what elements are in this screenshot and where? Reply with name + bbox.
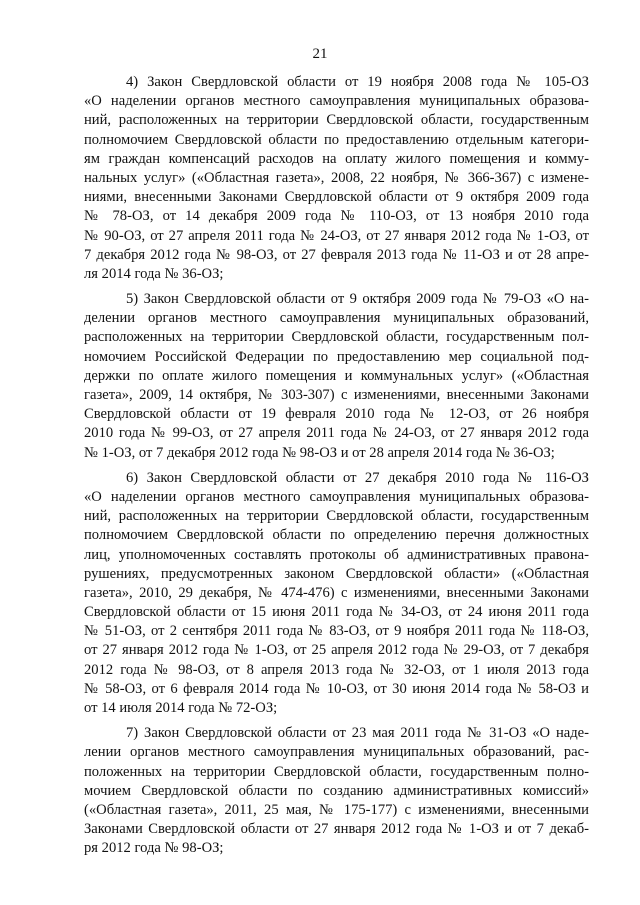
text-line: делении органов местного самоуправления муниципальных образований, bbox=[84, 310, 589, 327]
text-line: ний, расположенных на территории Свердловской области, государственным bbox=[84, 508, 589, 525]
text-line: Свердловской области от 19 февраля 2010 года № 12-ОЗ, от 26 ноября bbox=[84, 406, 589, 423]
text-line: 4) Закон Свердловской области от 19 ноября 2008 года № 105-ОЗ bbox=[126, 74, 589, 90]
text-line: газета», 2009, 14 октября, № 303-307) с изменениями, внесенными Законами bbox=[84, 387, 589, 403]
text-line: Законами Свердловской области от 27 января 2012 года № 1-ОЗ и от 7 декаб- bbox=[84, 821, 589, 838]
paragraph-6 bbox=[84, 469, 589, 718]
text-line: номочием Российской Федерации по предоставлению мер социальной под- bbox=[84, 348, 589, 365]
text-line: ям граждан компенсаций расходов на оплату жилого помещения и комму- bbox=[84, 150, 589, 167]
text-line: от 14 июля 2014 года № 72-ОЗ; bbox=[84, 700, 278, 716]
text-line: № 58-ОЗ, от 6 февраля 2014 года № 10-ОЗ, от 30 июня 2014 года № 58-ОЗ и bbox=[84, 680, 589, 697]
text-line: полномочием Свердловской области по предоставлению отдельным категори- bbox=[84, 131, 589, 148]
text-line: расположенных на территории Свердловской области, государственным пол- bbox=[84, 329, 589, 346]
text-line: газета», 2010, 29 декабря, № 474-476) с изменениями, внесенными Законами bbox=[84, 584, 589, 601]
text-line: лиц, уполномоченных составлять протоколы об административных правона- bbox=[84, 546, 589, 563]
text-line: «О наделении органов местного самоуправления муниципальных образова- bbox=[84, 488, 589, 505]
text-line: от 27 января 2012 года № 1-ОЗ, от 25 апреля 2012 года № 29-ОЗ, от 7 декабря bbox=[84, 642, 589, 659]
text-line: («Областная газета», 2011, 25 мая, № 175-177) с изменениями, внесенными bbox=[84, 801, 589, 818]
text-line: лении органов местного самоуправления муниципальных образований, рас- bbox=[84, 744, 589, 761]
text-line: ниями, внесенными Законами Свердловской области от 9 октября 2009 года bbox=[84, 189, 589, 206]
text-line: ря 2012 года № 98-ОЗ; bbox=[84, 840, 224, 857]
text-line: 6) Закон Свердловской области от 27 декабря 2010 года № 116-ОЗ bbox=[126, 469, 589, 486]
text-line: Свердловской области от 15 июня 2011 года № 34-ОЗ, от 24 июня 2011 года bbox=[84, 604, 589, 621]
text-line: № 90-ОЗ, от 27 апреля 2011 года № 24-ОЗ, от 27 января 2012 года № 1-ОЗ, от bbox=[84, 227, 589, 244]
text-line: 5) Закон Свердловской области от 9 октября 2009 года № 79-ОЗ «О на- bbox=[126, 291, 589, 308]
text-line: полномочием Свердловской области по определению перечня должностных bbox=[84, 527, 589, 544]
paragraph-7 bbox=[84, 724, 589, 858]
paragraph-4 bbox=[84, 73, 589, 284]
text-line: нальных услуг» («Областная газета», 2008, 22 ноября, № 366-367) с измене- bbox=[84, 169, 589, 186]
text-line: 7 декабря 2012 года № 98-ОЗ, от 27 февраля 2013 года № 11-ОЗ и от 28 апре- bbox=[84, 246, 589, 263]
text-line: 2010 года № 99-ОЗ, от 27 апреля 2011 года № 24-ОЗ, от 27 января 2012 года bbox=[84, 425, 589, 442]
paragraph-5 bbox=[84, 290, 589, 463]
text-line: держки по оплате жилого помещения и коммунальных услуг» («Областная bbox=[84, 367, 589, 384]
page-number: 21 bbox=[312, 46, 328, 62]
text-line: 7) Закон Свердловской области от 23 мая 2011 года № 31-ОЗ «О наде- bbox=[126, 725, 589, 742]
text-line: ля 2014 года № 36-ОЗ; bbox=[84, 265, 224, 282]
text-line: положенных на территории Свердловской области, государственным полно- bbox=[84, 763, 589, 780]
text-line: «О наделении органов местного самоуправления муниципальных образова- bbox=[84, 93, 589, 110]
text-line: № 78-ОЗ, от 14 декабря 2009 года № 110-ОЗ, от 13 ноября 2010 года bbox=[84, 208, 589, 225]
text-line: рушениях, предусмотренных законом Свердловской области» («Областная bbox=[84, 565, 589, 582]
text-line: № 1-ОЗ, от 7 декабря 2012 года № 98-ОЗ и от 28 апреля 2014 года № 36-ОЗ; bbox=[84, 444, 555, 461]
text-line: мочием Свердловской области по созданию административных комиссий» bbox=[84, 782, 589, 799]
text-line: 2012 года № 98-ОЗ, от 8 апреля 2013 года № 32-ОЗ, от 1 июля 2013 года bbox=[84, 661, 589, 678]
document-body bbox=[84, 73, 589, 859]
text-line: ний, расположенных на территории Свердловской области, государственным bbox=[84, 112, 589, 129]
text-line: № 51-ОЗ, от 2 сентября 2011 года № 83-ОЗ, от 9 ноября 2011 года № 118-ОЗ, bbox=[84, 623, 589, 640]
